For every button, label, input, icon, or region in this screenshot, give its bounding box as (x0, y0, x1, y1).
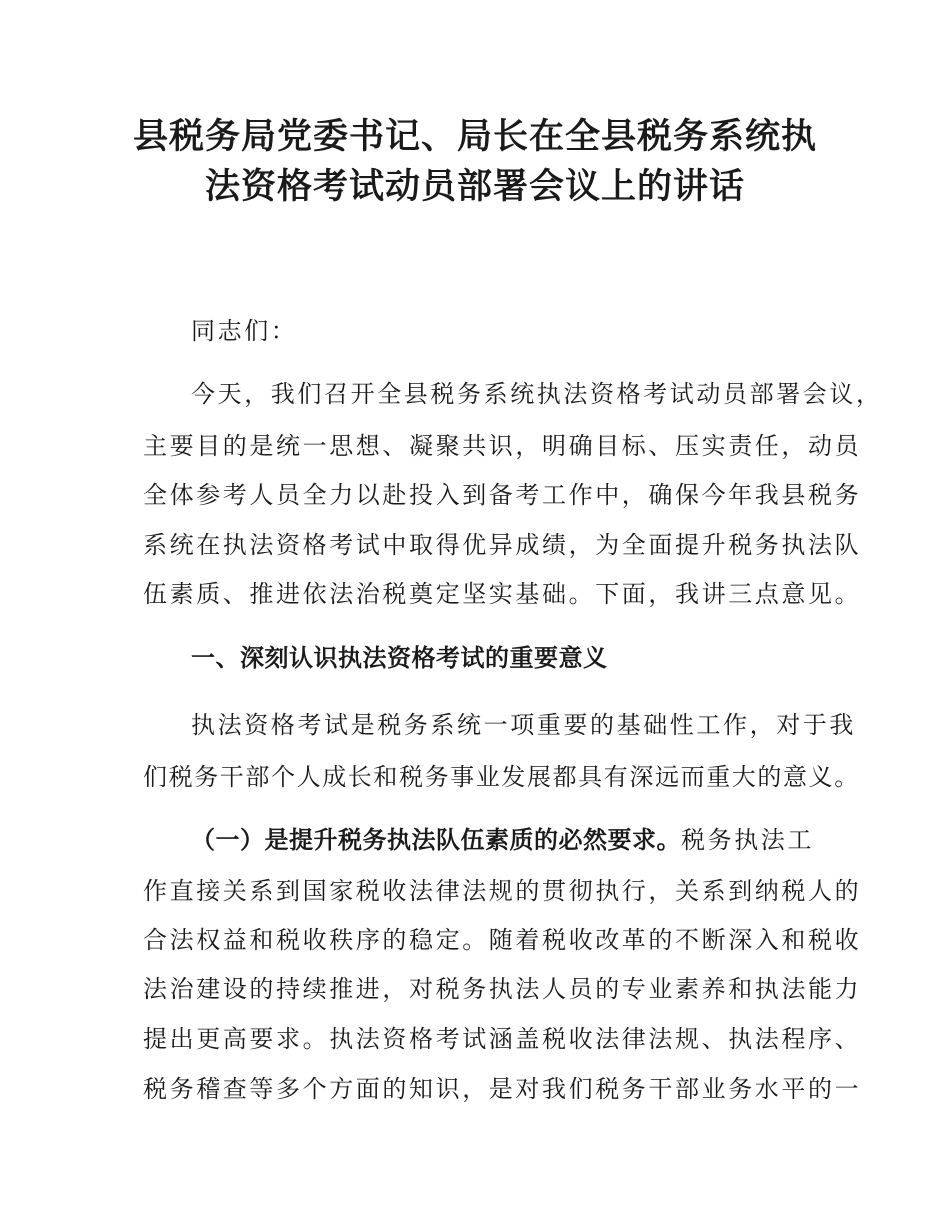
section-1-line-1: 执法资格考试是税务系统一项重要的基础性工作，对于我 (191, 711, 856, 739)
title-line-2: 法资格考试动员部署会议上的讲话 (204, 167, 745, 207)
section-1-heading: 一、深刻认识执法资格考试的重要意义 (191, 644, 608, 672)
point-1-lead: （一）是提升税务执法队伍素质的必然要求。 (191, 826, 681, 854)
title-line-1: 县税务局党委书记、局长在全县税务系统执 (132, 117, 817, 157)
point-1-line-6: 税务稽查等多个方面的知识，是对我们税务干部业务水平的一 (143, 1075, 862, 1103)
intro-line-3: 全体参考人员全力以赴投入到备考工作中，确保今年我县税务 (143, 481, 862, 509)
intro-line-4: 系统在执法资格考试中取得优异成绩，为全面提升税务执法队 (143, 531, 862, 559)
document-title (110, 112, 840, 212)
point-1-first-rest: 税务执法工 (681, 826, 814, 854)
intro-line-1: 今天，我们召开全县税务系统执法资格考试动员部署会议， (191, 380, 883, 408)
point-1-first-line (191, 820, 814, 855)
point-1-line-2: 作直接关系到国家税收法律法规的贯彻执行，关系到纳税人的 (143, 877, 862, 905)
salutation: 同志们： (191, 317, 298, 345)
intro-line-2: 主要目的是统一思想、凝聚共识，明确目标、压实责任，动员 (143, 432, 862, 460)
point-1-line-4: 法治建设的持续推进，对税务执法人员的专业素养和执法能力 (143, 975, 862, 1003)
intro-line-5: 伍素质、推进依法治税奠定坚实基础。下面，我讲三点意见。 (143, 580, 862, 608)
point-1-line-5: 提出更高要求。执法资格考试涵盖税收法律法规、执法程序、 (143, 1025, 862, 1053)
section-1-line-2: 们税务干部个人成长和税务事业发展都具有深远而重大的意义。 (143, 763, 860, 791)
point-1-line-3: 合法权益和税收秩序的稳定。随着税收改革的不断深入和税收 (143, 926, 862, 954)
